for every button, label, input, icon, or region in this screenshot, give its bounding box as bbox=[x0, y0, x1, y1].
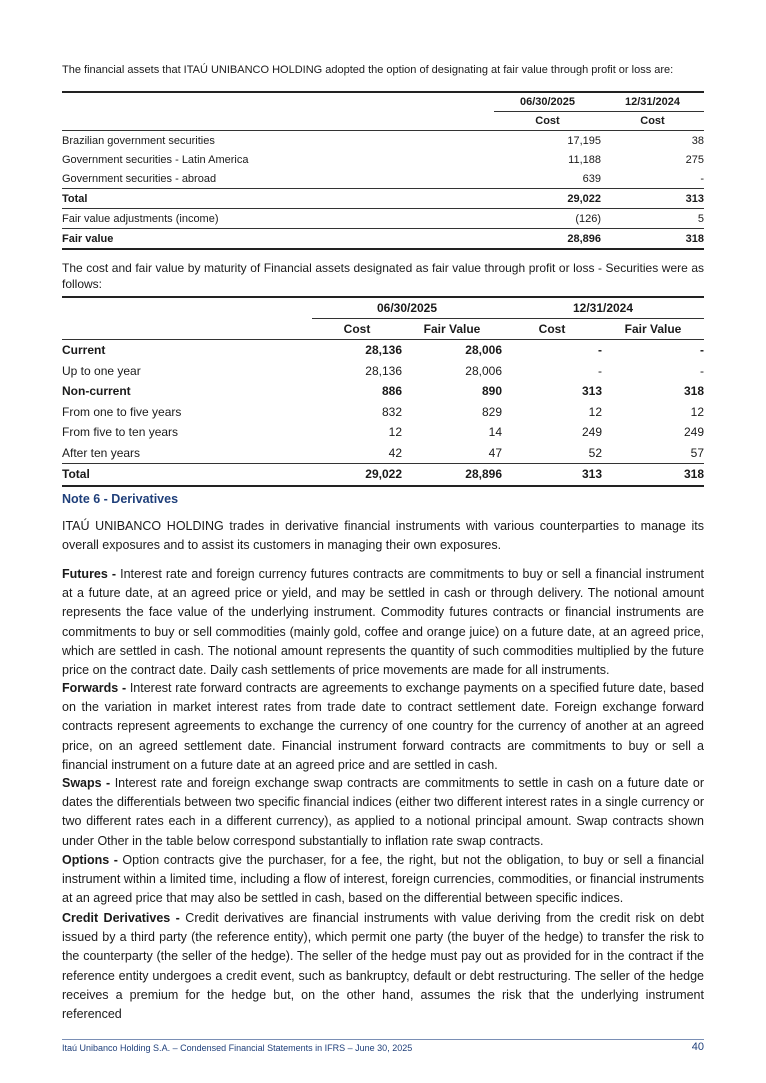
paragraph-lead: Futures - bbox=[62, 567, 117, 581]
intro-text-1: The financial assets that ITAÚ UNIBANCO HOLDING adopted the option of designating at fair value through profit or loss are: bbox=[62, 64, 674, 76]
row-label: Non-current bbox=[62, 384, 131, 399]
cell-value: 29,022 bbox=[312, 464, 402, 486]
row-label: Fair value adjustments (income) bbox=[62, 209, 494, 229]
cell-value: 249 bbox=[581, 425, 602, 440]
row-label: Fair value bbox=[62, 229, 494, 250]
table-row bbox=[62, 169, 704, 189]
cell-value: 11,188 bbox=[568, 153, 601, 166]
table-row bbox=[62, 443, 704, 464]
cell-value: 318 bbox=[601, 229, 704, 250]
cell-value: 313 bbox=[581, 384, 602, 399]
paragraph-futures bbox=[62, 565, 704, 680]
cell-value: - bbox=[700, 343, 704, 358]
table2-col-cost: Cost bbox=[312, 319, 402, 340]
paragraph-text: Interest rate forward contracts are agreements to exchange payments on a specified future date, based on the variation in market interest rates from trade date to contract settlement date. Foreign exchange forward contracts represent agreements to exchange the currency of one country for the currency of another at an agreed price, on an agreed settlement date. Financial instrument forward contracts are commitments to buy or sell a financial instrument on a future date at an agreed price and are settled in cash. bbox=[62, 681, 704, 772]
cell-value: 275 bbox=[685, 153, 704, 166]
table2-col-cost: Cost bbox=[502, 319, 602, 340]
intro-text-2: The cost and fair value by maturity of Financial assets designated as fair value through profit or loss - Securities were as follows: bbox=[62, 261, 704, 291]
table2-date-2: 12/31/2024 bbox=[502, 297, 704, 319]
cell-value: 28,896 bbox=[402, 464, 502, 486]
row-label: After ten years bbox=[62, 443, 312, 464]
cell-value: 12 bbox=[588, 404, 602, 419]
cell-value: 28,006 bbox=[465, 343, 502, 358]
table-row-fair-value bbox=[62, 229, 704, 250]
cell-value: 28,136 bbox=[365, 343, 402, 358]
row-label: Government securities - Latin America bbox=[62, 153, 249, 166]
cell-value: 832 bbox=[381, 404, 402, 419]
cell-value: 313 bbox=[601, 189, 704, 209]
paragraph-lead: Swaps - bbox=[62, 776, 111, 790]
table-row bbox=[62, 150, 704, 169]
cell-value: 829 bbox=[481, 404, 502, 419]
table-row bbox=[62, 131, 704, 151]
maturity-table bbox=[62, 296, 704, 487]
row-label: From five to ten years bbox=[62, 425, 179, 440]
cell-value: 12 bbox=[690, 404, 704, 419]
table-row bbox=[62, 381, 704, 402]
table2-col-fair-value: Fair Value bbox=[402, 319, 502, 340]
cell-value: 318 bbox=[683, 384, 704, 399]
table1-date-1: 06/30/2025 bbox=[494, 92, 601, 112]
page-number: 40 bbox=[691, 1041, 704, 1053]
cell-value: (126) bbox=[494, 209, 601, 229]
paragraph-credit-derivatives bbox=[62, 909, 704, 1024]
table1-date-header bbox=[62, 92, 704, 112]
cell-value: 28,006 bbox=[465, 363, 502, 378]
table2-col-header bbox=[62, 319, 704, 340]
paragraph-text: Credit derivatives are financial instruments with value deriving from the credit risk on debt issued by a third party (the reference entity), which permit one party (the buyer of the hedge) to transfer the risk to the counterparty (the seller of the hedge). The seller of the hedge must pay out as provided for in the contract if the reference entity undergoes a credit event, such as bankruptcy, default or debt restructuring. The seller of the hedge receives a premium for the hedge but, on the other hand, assumes the risk that the underlying instrument referenced bbox=[62, 911, 705, 1022]
table1-col-header bbox=[62, 112, 704, 131]
table2-date-1: 06/30/2025 bbox=[312, 297, 502, 319]
paragraph-lead: Forwards - bbox=[62, 681, 127, 695]
cell-value: 5 bbox=[601, 209, 704, 229]
cell-value: 57 bbox=[602, 443, 704, 464]
cell-value: 313 bbox=[502, 464, 602, 486]
cell-value: 639 bbox=[494, 169, 601, 189]
cell-value: 12 bbox=[388, 425, 402, 440]
footer-divider bbox=[62, 1039, 704, 1040]
row-label: Brazilian government securities bbox=[62, 134, 215, 147]
cell-value: 29,022 bbox=[494, 189, 601, 209]
cell-value: - bbox=[598, 363, 602, 378]
paragraph-intro bbox=[62, 517, 704, 555]
footer-text: Itaú Unibanco Holding S.A. – Condensed Financial Statements in IFRS – June 30, 2025 bbox=[62, 1043, 413, 1053]
table-row-total bbox=[62, 189, 704, 209]
cell-value: - bbox=[700, 363, 704, 378]
cell-value: 890 bbox=[481, 384, 502, 399]
paragraph-forwards bbox=[62, 679, 704, 775]
cell-value: - bbox=[598, 343, 602, 358]
cell-value: 886 bbox=[381, 384, 402, 399]
table-row bbox=[62, 209, 704, 229]
row-label: Total bbox=[62, 189, 494, 209]
paragraph-text: Option contracts give the purchaser, for a fee, the right, but not the obligation, to buy or sell a financial instrument within a limited time, including a flow of interest, foreign currencies, commodities, or financial instruments at an agreed price that may also be settled in cash, based on the differential between specific indices. bbox=[62, 853, 704, 906]
paragraph-text: Interest rate and foreign exchange swap contracts are commitments to settle in cash on a future date or dates the differentials between two specific financial indices (either two different interest rates in a single currency or two different rates each in a different currency), as applied to a notional principal amount. Swap contracts shown under Other in the table below correspond substantially to inflation rate swap contracts. bbox=[62, 776, 704, 848]
designated-assets-table bbox=[62, 91, 704, 250]
table-row bbox=[62, 361, 704, 382]
paragraph-text: Interest rate and foreign currency futures contracts are commitments to buy or sell a financial instrument at a future date, at an agreed price or yield, and may be settled in cash or through delivery. The notional amount represents the face value of the underlying instrument. Commodity futures contracts or financial instruments are commitments to buy or sell commodities (mainly gold, coffee and orange juice) on a future date, at an agreed price, which are settled in cash. The notional amount represents the quantity of such commodities multiplied by the future price on the contract date. Daily cash settlements of price movements are made for all instruments. bbox=[62, 567, 704, 678]
table-row bbox=[62, 402, 704, 423]
row-label: Government securities - abroad bbox=[62, 169, 494, 189]
paragraph-options bbox=[62, 851, 704, 909]
cell-value: 38 bbox=[691, 134, 704, 147]
paragraph-swaps bbox=[62, 774, 704, 851]
cell-value: 28,896 bbox=[494, 229, 601, 250]
row-label: From one to five years bbox=[62, 404, 182, 419]
table2-col-fair-value: Fair Value bbox=[602, 319, 704, 340]
table-row bbox=[62, 340, 704, 361]
row-label: Up to one year bbox=[62, 363, 141, 378]
cell-value: 249 bbox=[683, 425, 704, 440]
paragraph-lead: Options - bbox=[62, 853, 118, 867]
row-label: Current bbox=[62, 343, 106, 358]
table1-col-2: Cost bbox=[601, 112, 704, 131]
table-row bbox=[62, 422, 704, 443]
table-row-total bbox=[62, 464, 704, 486]
section-title: Note 6 - Derivatives bbox=[62, 492, 179, 506]
cell-value: 47 bbox=[402, 443, 502, 464]
paragraph-lead: Credit Derivatives - bbox=[62, 911, 180, 925]
cell-value: 52 bbox=[502, 443, 602, 464]
cell-value: - bbox=[601, 169, 704, 189]
cell-value: 14 bbox=[488, 425, 502, 440]
cell-value: 318 bbox=[602, 464, 704, 486]
row-label: Total bbox=[62, 464, 312, 486]
table1-col-1: Cost bbox=[494, 112, 601, 131]
cell-value: 17,195 bbox=[567, 134, 601, 147]
paragraph-text: ITAÚ UNIBANCO HOLDING trades in derivative financial instruments with various counterparties to manage its overall exposures and to assist its customers in managing their own exposures. bbox=[62, 519, 704, 553]
table1-date-2: 12/31/2024 bbox=[601, 92, 704, 112]
cell-value: 42 bbox=[312, 443, 402, 464]
table2-date-header bbox=[62, 297, 704, 319]
cell-value: 28,136 bbox=[365, 363, 402, 378]
